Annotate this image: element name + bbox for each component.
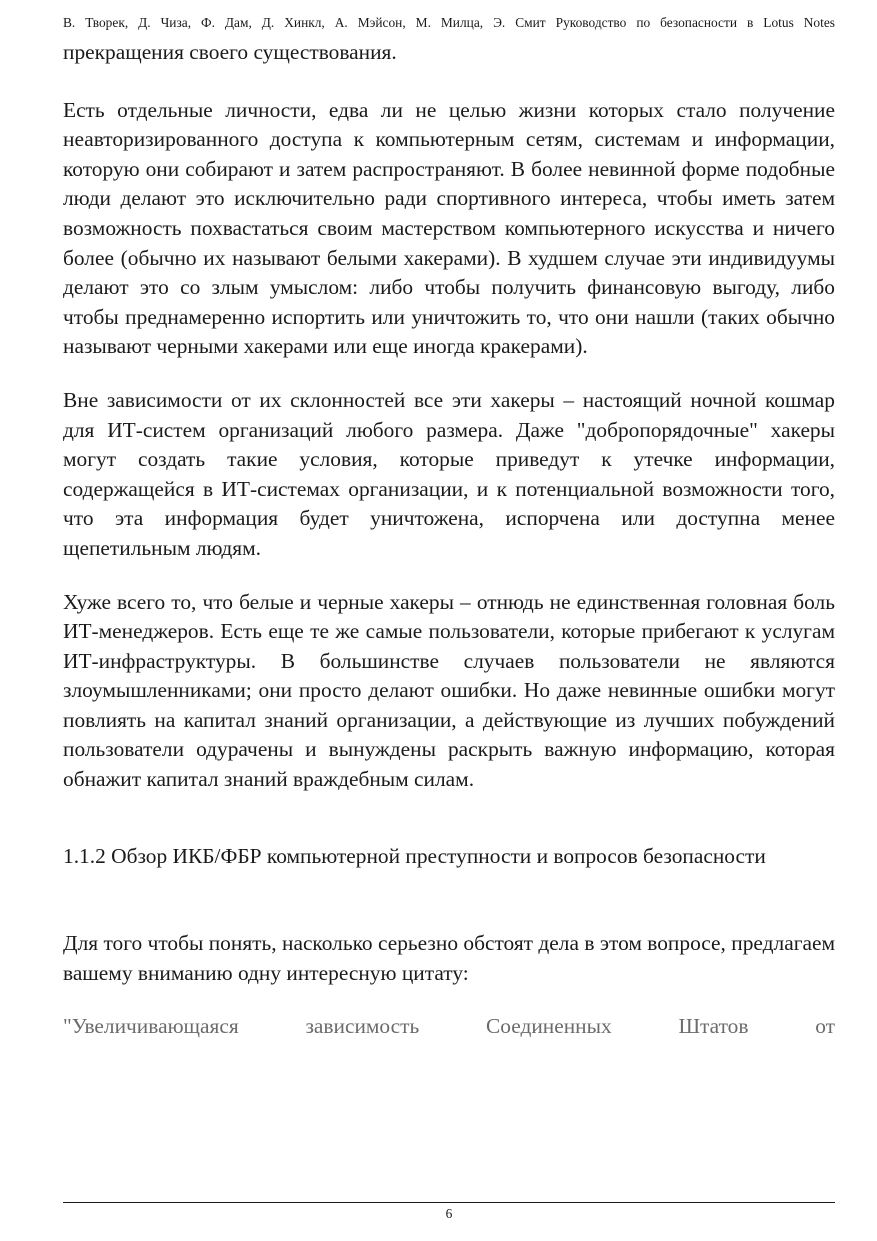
paragraph-hackers: Есть отдельные личности, едва ли не целью жизни которых стало получение неавторизированного доступа к компьютерным сетям, системам и информации, которую они собирают и затем распространяют. В более невинной форме подобные люди делают это исключительно ради спортивного интереса, чтобы иметь затем возможность похвастаться своим мастерством компьютерного искусства и ничего более (обычно их называют белыми хакерами). В худшем случае эти индивидуумы делают это со злым умыслом: либо чтобы получить финансовую выгоду, либо чтобы преднамеренно испортить или уничтожить то, что они нашли (таких обычно называют черными хакерами или еще иногда кракерами). [63, 97, 835, 359]
body-text [63, 38, 835, 1042]
quote-start: "Увеличивающаяся зависимость Соединенных Штатов от [63, 1014, 835, 1039]
document-page [63, 0, 835, 1241]
paragraph-nightmare: Вне зависимости от их склонностей все эти хакеры – настоящий ночной кошмар для ИТ-систем организаций любого размера. Даже "добропорядочные" хакеры могут создать такие условия, которые приведут к утечке информации, содержащейся в ИТ-системах организации, и к потенциальной возможности того, что эта информация будет уничтожена, испорчена или доступна менее щепетильным людям. [63, 387, 835, 560]
page-number: 6 [445, 1206, 453, 1221]
footer-divider [63, 1202, 835, 1203]
paragraph-users: Хуже всего то, что белые и черные хакеры – отнюдь не единственная головная боль ИТ-менеджеров. Есть еще те же самые пользователи, которые прибегают к услугам ИТ-инфраструктуры. В большинстве случаев пользователи не являются злоумышленниками; они просто делают ошибки. Но даже невинные ошибки могут повлиять на капитал знаний организации, а действующие из лучших побуждений пользователи одурачены и вынуждены раскрыть важную информацию, которая обнажит капитал знаний враждебным силам. [63, 589, 835, 792]
running-header: В. Творек, Д. Чиза, Ф. Дам, Д. Хинкл, А. Мэйсон, М. Милца, Э. Смит Руководство по безопасности в Lotus Notes [63, 15, 835, 30]
section-heading: 1.1.2 Обзор ИКБ/ФБР компьютерной преступности и вопросов безопасности [63, 843, 766, 868]
continued-paragraph: прекращения своего существования. [63, 40, 397, 64]
paragraph-intro: Для того чтобы понять, насколько серьезно обстоят дела в этом вопросе, предлагаем вашему вниманию одну интересную цитату: [63, 931, 835, 985]
